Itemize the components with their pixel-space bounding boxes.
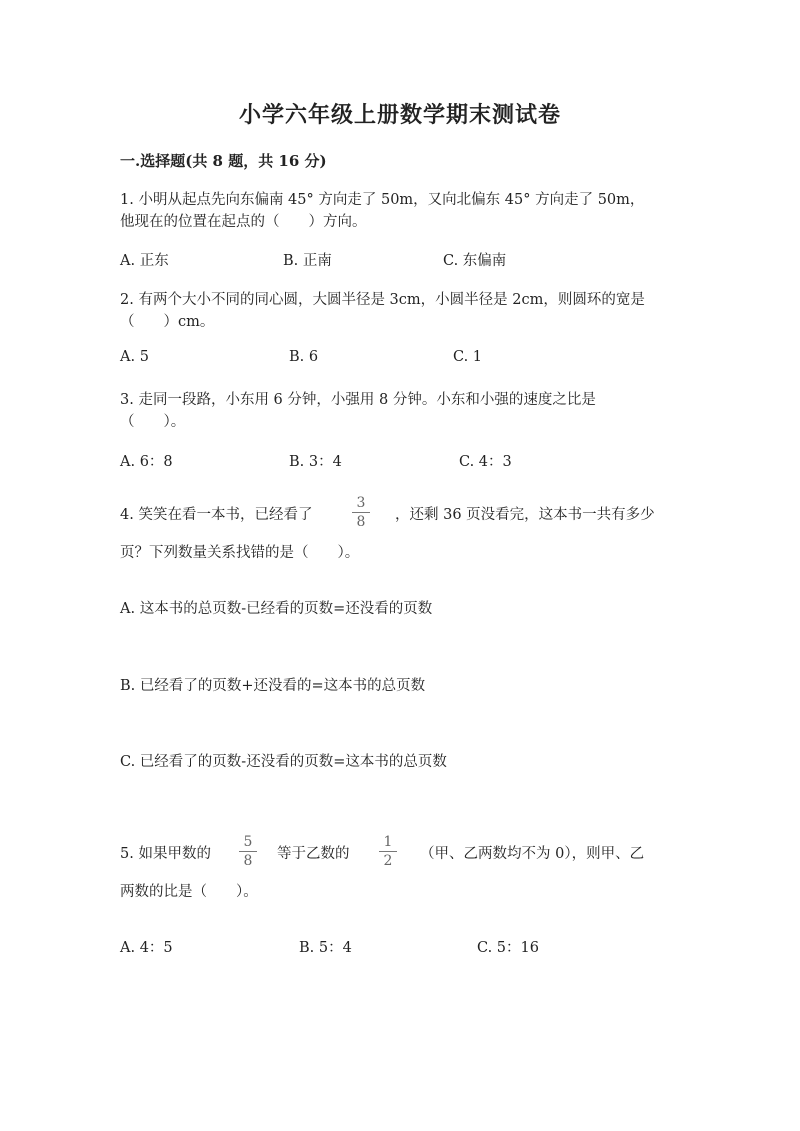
question-4-line-1-start: 4. 笑笑在看一本书，已经看了 <box>120 507 313 523</box>
question-3-line-1: 3. 走同一段路，小东用 6 分钟，小强用 8 分钟。小东和小强的速度之比是 <box>120 392 596 408</box>
question-5-line-1-end: （甲、乙两数均不为 0），则甲、乙 <box>420 846 645 862</box>
question-2-option-c: C. 1 <box>453 349 483 365</box>
fraction-one-half <box>377 834 399 869</box>
fraction-bar <box>239 851 257 852</box>
question-5-line-1-middle: 等于乙数的 <box>277 846 350 862</box>
question-2-option-b: B. 6 <box>289 349 319 365</box>
fraction-bar <box>352 512 370 513</box>
fraction-five-eighths <box>237 834 259 869</box>
question-3-line-2: （ ）。 <box>120 414 186 430</box>
question-3-option-b: B. 3：4 <box>289 454 342 470</box>
question-5-option-c: C. 5：16 <box>477 940 539 956</box>
fraction-three-eighths <box>350 495 372 530</box>
question-2-line-1: 2. 有两个大小不同的同心圆，大圆半径是 3cm，小圆半径是 2cm，则圆环的宽是 <box>120 292 645 308</box>
fraction-denominator: 2 <box>383 853 393 869</box>
page-title: 小学六年级上册数学期末测试卷 <box>238 102 561 128</box>
question-4-line-2: 页？下列数量关系找错的是（ ）。 <box>120 545 360 561</box>
question-4-line-1-end: ，还剩 36 页没看完，这本书一共有多少 <box>395 507 655 523</box>
fraction-numerator: 1 <box>383 834 393 850</box>
question-4-option-a: A. 这本书的总页数-已经看的页数=还没看的页数 <box>120 601 433 617</box>
section-heading: 一.选择题(共 8 题，共 16 分) <box>120 152 327 170</box>
question-5-line-2: 两数的比是（ ）。 <box>120 884 258 900</box>
question-4-option-c: C. 已经看了的页数-还没看的页数=这本书的总页数 <box>120 754 447 770</box>
question-1-option-a: A. 正东 <box>120 253 169 269</box>
question-2-option-a: A. 5 <box>120 349 149 365</box>
question-4-option-b: B. 已经看了的页数+还没看的=这本书的总页数 <box>120 678 426 694</box>
question-3-option-a: A. 6：8 <box>120 454 173 470</box>
question-1-line-1: 1. 小明从起点先向东偏南 45° 方向走了 50m，又向北偏东 45° 方向走了 50m， <box>120 192 645 208</box>
fraction-numerator: 3 <box>356 495 366 511</box>
question-1-option-b: B. 正南 <box>283 253 332 269</box>
fraction-numerator: 5 <box>243 834 253 850</box>
question-5-option-a: A. 4：5 <box>120 940 173 956</box>
fraction-bar <box>379 851 397 852</box>
question-1-option-c: C. 东偏南 <box>443 253 507 269</box>
question-2-line-2: （ ）cm。 <box>120 314 215 330</box>
fraction-denominator: 8 <box>356 514 366 530</box>
question-3-option-c: C. 4：3 <box>459 454 512 470</box>
question-5-line-1-start: 5. 如果甲数的 <box>120 846 211 862</box>
fraction-denominator: 8 <box>243 853 253 869</box>
question-1-line-2: 他现在的位置在起点的（ ）方向。 <box>120 214 367 230</box>
question-5-option-b: B. 5：4 <box>299 940 352 956</box>
